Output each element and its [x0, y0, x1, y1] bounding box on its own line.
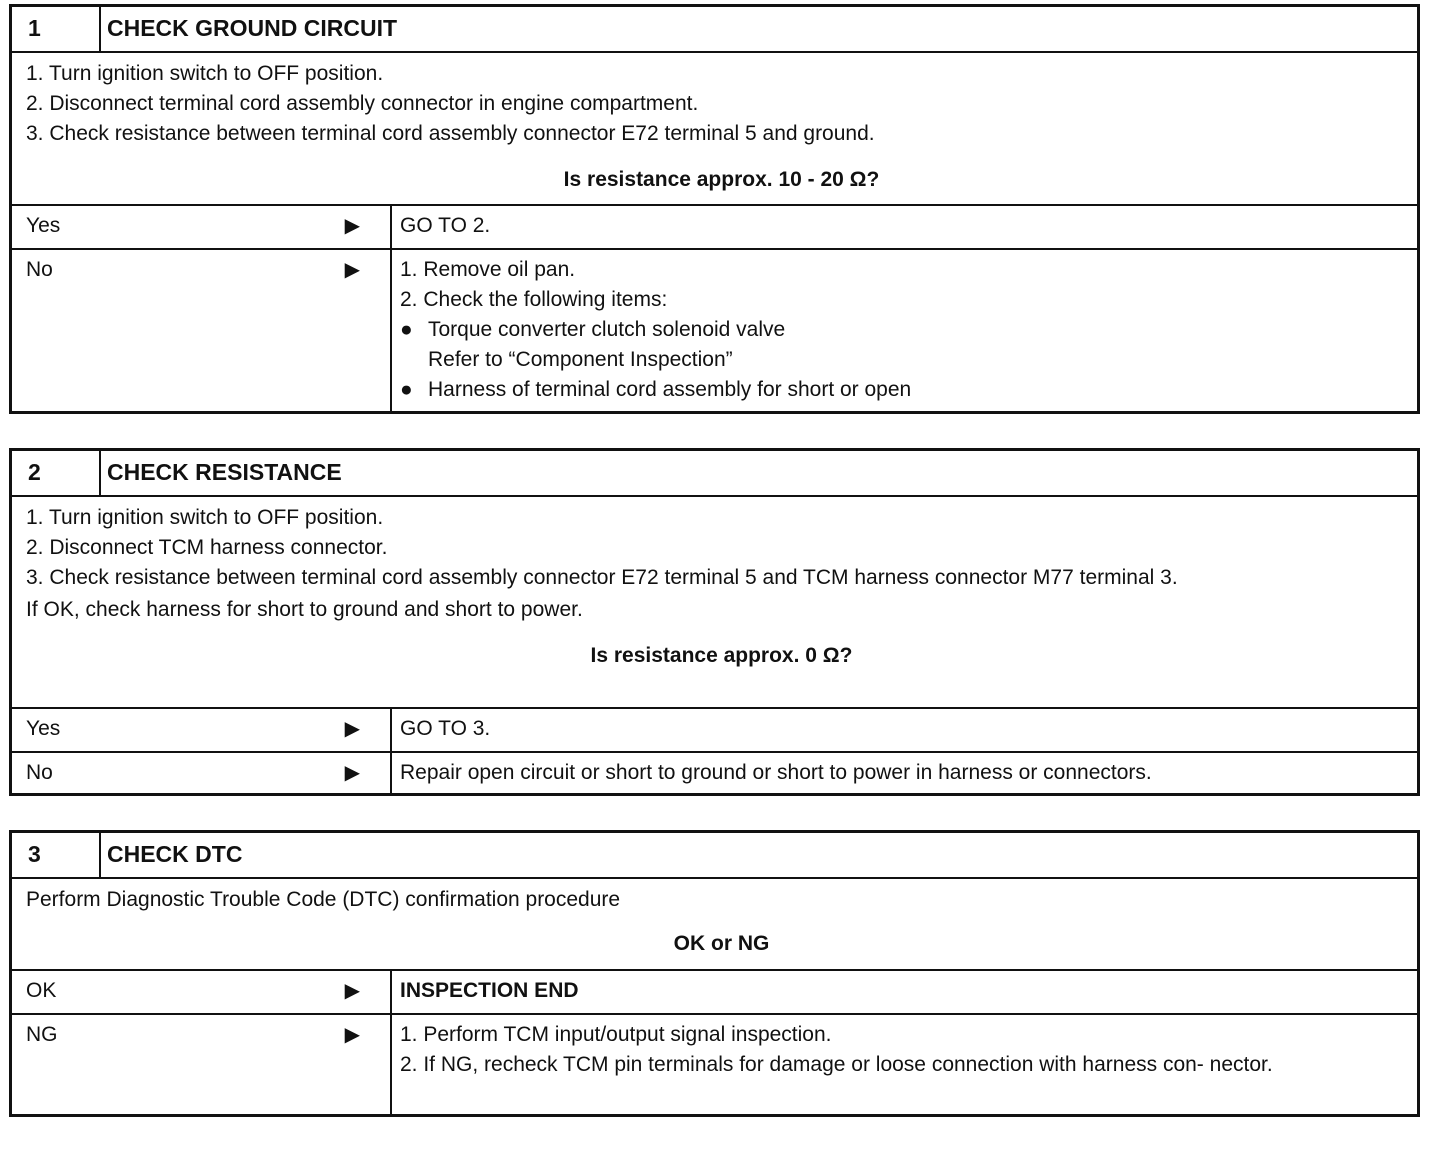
- answer-result: [392, 1015, 1417, 1116]
- step-2-table: [9, 448, 1420, 796]
- result-line: Refer to “Component Inspection”: [428, 348, 733, 371]
- instruction-line: 2. Disconnect terminal cord assembly connector in engine compartment.: [26, 92, 699, 115]
- step-instructions: [12, 497, 1417, 709]
- step-question: Is resistance approx. 10 - 20 Ω?: [563, 168, 880, 191]
- instruction-line: 2. Disconnect TCM harness connector.: [26, 536, 388, 559]
- answer-row-no: [12, 753, 1417, 795]
- step-header: [12, 833, 1417, 879]
- step-header: [12, 7, 1417, 53]
- step-1-table: [9, 4, 1420, 414]
- step-instructions: [12, 53, 1417, 206]
- step-number: 3: [12, 833, 101, 877]
- bullet-icon: ●: [400, 318, 413, 341]
- step-question: OK or NG: [673, 932, 770, 955]
- instruction-note: If OK, check harness for short to ground and short to power.: [26, 598, 583, 621]
- answer-label: Yes: [26, 214, 61, 237]
- answer-label: Yes: [26, 717, 61, 740]
- answer-label: OK: [26, 979, 57, 1002]
- step-3-table: [9, 830, 1420, 1117]
- result-line: 1. Perform TCM input/output signal inspection.: [400, 1023, 832, 1046]
- step-question: Is resistance approx. 0 Ω?: [590, 644, 853, 667]
- answer-result: INSPECTION END: [400, 979, 579, 1002]
- instruction-line: 1. Turn ignition switch to OFF position.: [26, 62, 384, 85]
- answer-result: Repair open circuit or short to ground or short to power in harness or connectors.: [400, 761, 1152, 784]
- answer-row-yes: [12, 206, 1417, 250]
- answer-label: No: [26, 761, 53, 784]
- result-bullet: ● Torque converter clutch solenoid valve: [400, 315, 1407, 345]
- arrow-right-icon: ▶: [344, 762, 360, 784]
- step-title: CHECK DTC: [107, 841, 243, 867]
- arrow-right-icon: ▶: [344, 215, 360, 237]
- result-bullet: ● Harness of terminal cord assembly for short or open: [400, 375, 1407, 405]
- result-line: 1. Remove oil pan.: [400, 258, 576, 281]
- bullet-icon: ●: [400, 378, 413, 401]
- answer-result: GO TO 2.: [400, 214, 491, 237]
- result-line: 2. If NG, recheck TCM pin terminals for damage or loose connection with harness con- nector.: [400, 1053, 1273, 1076]
- step-instructions: [12, 879, 1417, 971]
- answer-row-yes: [12, 709, 1417, 753]
- step-number: 2: [12, 451, 101, 495]
- result-line: 2. Check the following items:: [400, 288, 668, 311]
- instruction-line: Perform Diagnostic Trouble Code (DTC) confirmation procedure: [26, 888, 621, 911]
- instruction-line: 3. Check resistance between terminal cord assembly connector E72 terminal 5 and TCM harness connector M77 terminal 3.: [26, 566, 1178, 589]
- arrow-right-icon: ▶: [344, 1024, 360, 1046]
- arrow-right-icon: ▶: [344, 718, 360, 740]
- arrow-right-icon: ▶: [344, 259, 360, 281]
- answer-result: GO TO 3.: [400, 717, 491, 740]
- step-number: 1: [12, 7, 101, 51]
- answer-label: NG: [26, 1023, 58, 1046]
- step-header: [12, 451, 1417, 497]
- answer-result: [392, 250, 1417, 413]
- instruction-line: 3. Check resistance between terminal cord assembly connector E72 terminal 5 and ground.: [26, 122, 875, 145]
- answer-label: No: [26, 258, 53, 281]
- answer-row-ok: [12, 971, 1417, 1015]
- answer-row-ng: [12, 1015, 1417, 1116]
- step-title: CHECK GROUND CIRCUIT: [107, 15, 398, 41]
- instruction-line: 1. Turn ignition switch to OFF position.: [26, 506, 384, 529]
- step-title: CHECK RESISTANCE: [107, 459, 342, 485]
- answer-row-no: [12, 250, 1417, 413]
- arrow-right-icon: ▶: [344, 980, 360, 1002]
